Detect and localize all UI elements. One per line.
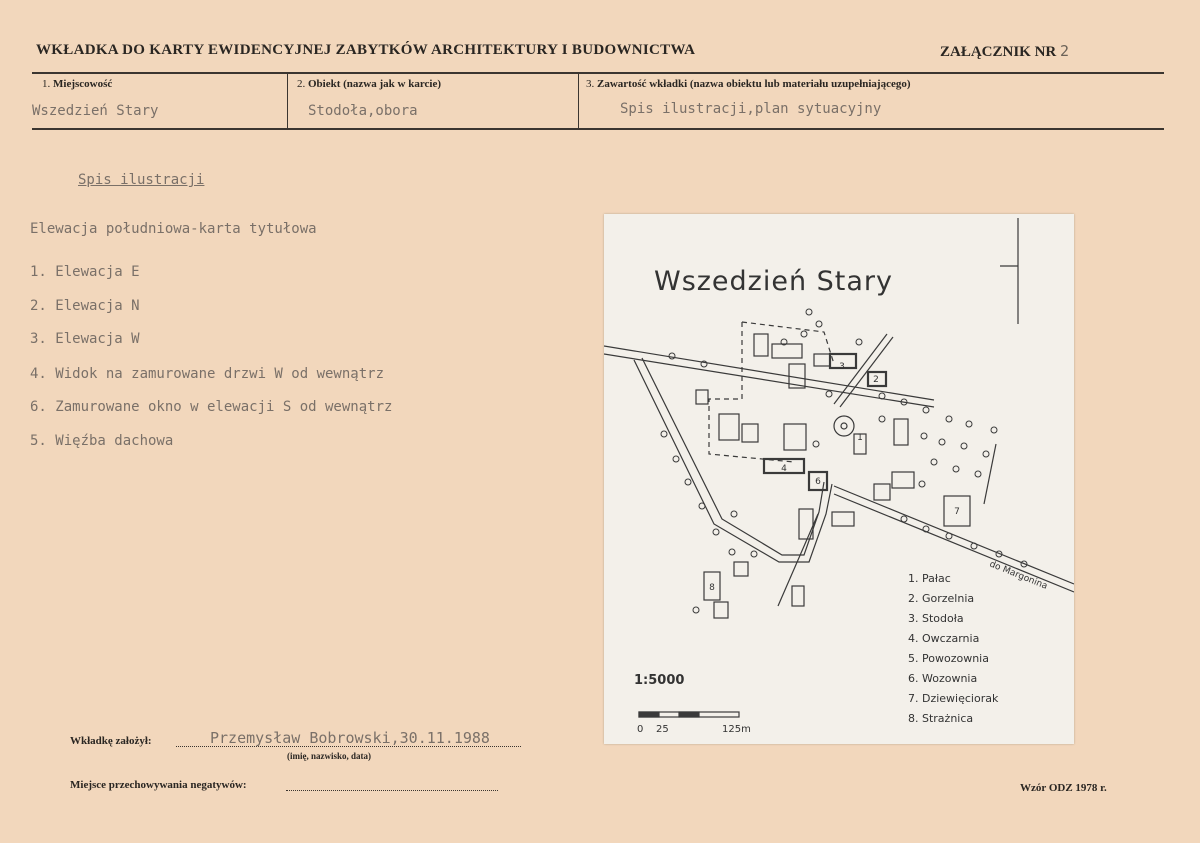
field-divider-2 <box>578 73 579 128</box>
founded-label: Wkładkę założył: <box>70 735 152 747</box>
object-label <box>297 78 441 90</box>
annex-label-text: ZAŁĄCZNIK NR <box>940 44 1057 60</box>
title-card-item: Elewacja południowa-karta tytułowa <box>30 221 317 237</box>
scale-tick-0: 0 <box>637 724 644 735</box>
legend-item: 3. Stodoła <box>908 612 964 625</box>
annex-label <box>940 42 1069 61</box>
content-value: Spis ilustracji,plan sytuacyjny <box>620 101 882 117</box>
founded-value: Przemysław Bobrowski,30.11.1988 <box>210 729 490 747</box>
svg-text:4: 4 <box>781 464 787 474</box>
list-item: 5. Więźba dachowa <box>30 433 174 449</box>
locality-label <box>42 78 112 90</box>
svg-text:8: 8 <box>709 583 715 593</box>
list-item: 2. Elewacja N <box>30 298 140 314</box>
content-label-text: Zawartość wkładki (nazwa obiektu lub materiału uzupełniającego) <box>597 78 911 90</box>
scale-tick-1: 25 <box>656 724 669 735</box>
list-heading: Spis ilustracji <box>78 172 205 188</box>
svg-text:1: 1 <box>857 433 863 443</box>
storage-label: Miejsce przechowywania negatywów: <box>70 779 247 791</box>
list-item: 3. Elewacja W <box>30 331 140 347</box>
field-divider-1 <box>287 73 288 128</box>
svg-text:2: 2 <box>873 375 879 385</box>
storage-dotted-line <box>286 790 498 791</box>
map-scale: 1:5000 <box>634 673 685 688</box>
locality-label-num: 1. <box>42 78 51 90</box>
founded-hint: (imię, nazwisko, data) <box>287 751 371 761</box>
legend-item: 5. Powozownia <box>908 652 989 665</box>
map-title: Wszedzień Stary <box>654 266 894 297</box>
legend-item: 4. Owczarnia <box>908 632 980 645</box>
form-title: WKŁADKA DO KARTY EWIDENCYJNEJ ZABYTKÓW ARCHITEKTURY I BUDOWNICTWA <box>36 42 696 58</box>
locality-value: Wszedzień Stary <box>32 103 159 119</box>
annex-number: 2 <box>1060 42 1070 60</box>
svg-text:6: 6 <box>815 477 821 487</box>
legend-item: 8. Strażnica <box>908 712 974 725</box>
form-version: Wzór ODZ 1978 r. <box>1020 782 1107 794</box>
legend-item: 2. Gorzelnia <box>908 592 975 605</box>
legend-item: 7. Dziewięciorak <box>908 692 999 705</box>
road-label: do Margonina <box>987 559 1049 592</box>
header-rule-top <box>32 72 1164 74</box>
header-rule-bottom <box>32 128 1164 130</box>
object-label-text: Obiekt (nazwa jak w karcie) <box>308 78 442 90</box>
site-plan-map <box>604 214 1074 744</box>
object-value: Stodoła,obora <box>308 103 418 119</box>
object-label-num: 2. <box>297 78 306 90</box>
site-plan-image <box>604 214 1074 744</box>
list-item: 4. Widok na zamurowane drzwi W od wewnątrz <box>30 366 385 382</box>
list-item: 6. Zamurowane okno w elewacji S od wewnątrz <box>30 399 393 415</box>
legend-item: 1. Pałac <box>908 572 951 585</box>
content-label <box>586 78 911 90</box>
locality-label-text: Miejscowość <box>53 78 113 90</box>
list-item: 1. Elewacja E <box>30 264 140 280</box>
content-label-num: 3. <box>586 78 595 90</box>
legend-item: 6. Wozownia <box>908 672 978 685</box>
svg-text:7: 7 <box>954 507 960 517</box>
scale-tick-2: 125m <box>722 724 751 735</box>
svg-text:3: 3 <box>839 362 845 372</box>
